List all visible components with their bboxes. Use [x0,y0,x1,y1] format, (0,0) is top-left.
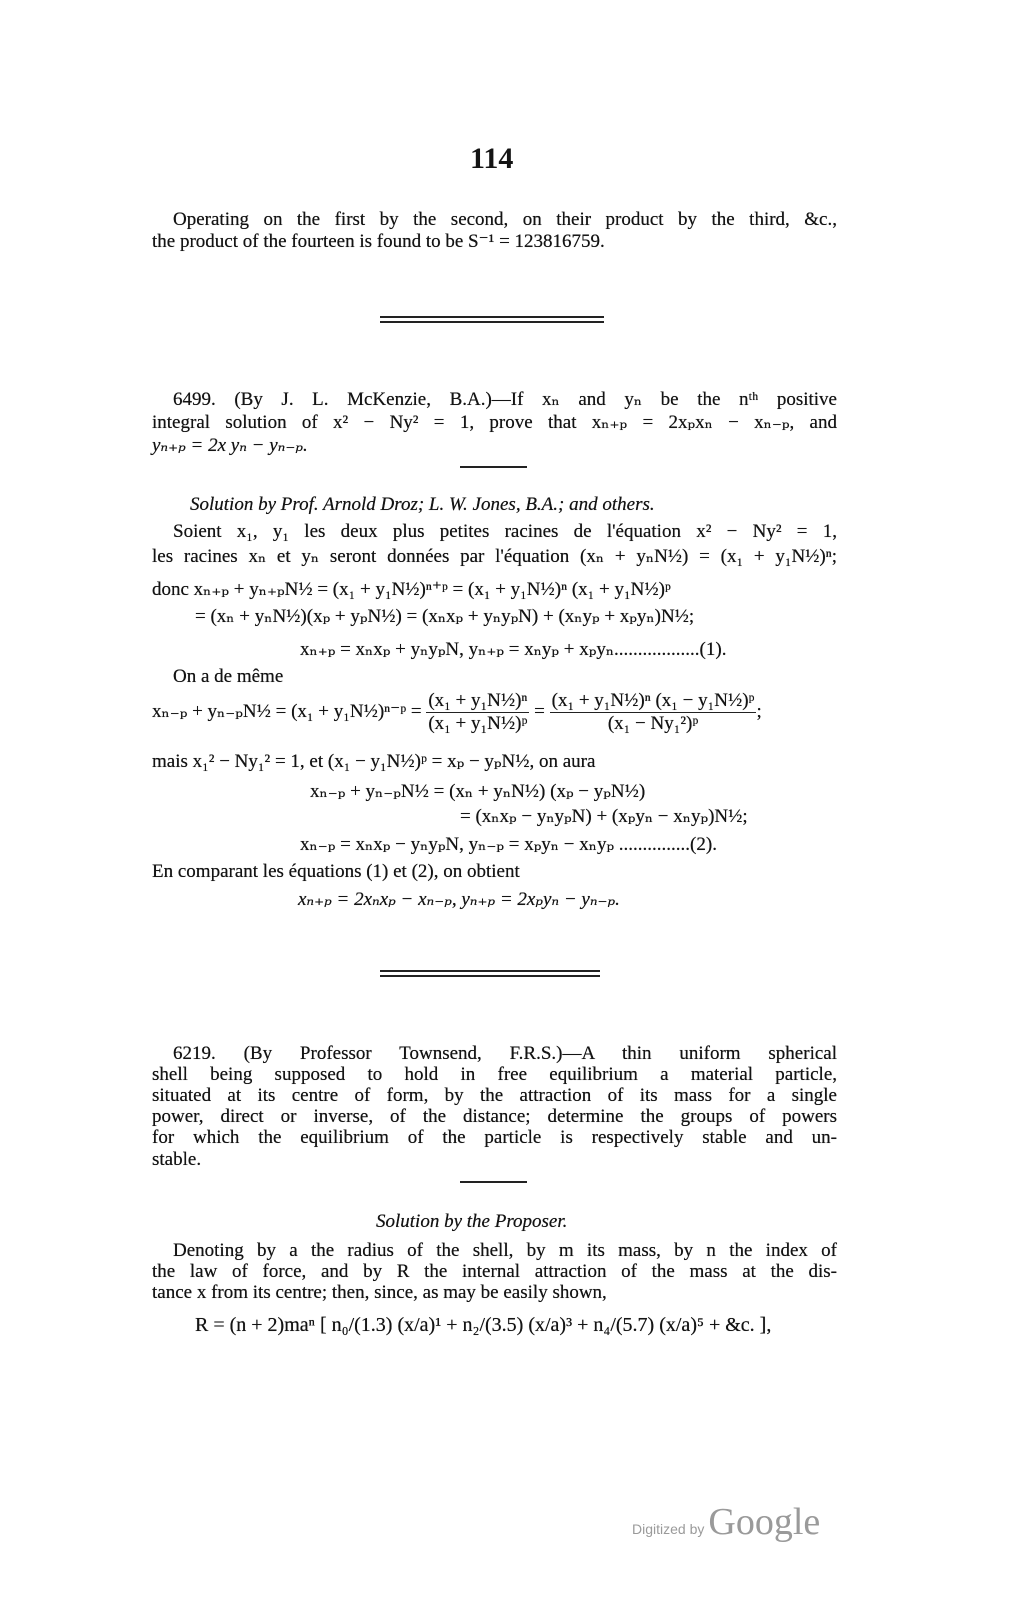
equation-line: = (xₙxₚ − yₙyₚN) + (xₚyₙ − xₙyₚ)N½; [460,806,748,827]
result-equation: xₙ₊ₚ = 2xₙxₚ − xₙ₋ₚ, yₙ₊ₚ = 2xₚyₙ − yₙ₋ₚ. [298,889,620,910]
section-divider [380,975,600,977]
question-6219-line: situated at its centre of form, by the attraction of its mass for a single [152,1085,837,1106]
digitized-by-google-watermark [632,1500,820,1544]
fraction-2 [550,690,757,735]
question-6219-line: 6219. (By Professor Townsend, F.R.S.)—A thin uniform spherical [173,1043,837,1064]
section-divider [380,970,600,972]
short-divider [460,1181,527,1183]
equation-line: xₙ₋ₚ + yₙ₋ₚN½ = (xₙ + yₙN½) (xₚ − yₚN½) [310,781,646,802]
equation-lhs: xₙ₋ₚ + yₙ₋ₚN½ = (x₁ + y₁N½)ⁿ⁻ᵖ = [152,700,422,722]
solution-line: Denoting by a the radius of the shell, by m its mass, by n the index of [173,1240,837,1261]
semicolon: ; [756,700,762,722]
question-6219-line: shell being supposed to hold in free equilibrium a material particle, [152,1064,837,1085]
intro-line-2: the product of the fourteen is found to be S⁻¹ = 123816759. [152,231,605,252]
question-6499-line: 6499. (By J. L. McKenzie, B.A.)—If xₙ and yₙ be the nᵗʰ positive [173,389,837,410]
question-6499-line: yₙ₊ₚ = 2x yₙ − yₙ₋ₚ. [152,435,308,456]
question-6219-line: power, direct or inverse, of the distance; determine the groups of powers [152,1106,837,1127]
section-divider [380,321,604,323]
fraction-denominator: (x₁ − Ny₁²)ᵖ [607,713,699,734]
watermark-brand: Google [708,1501,821,1543]
page-number: 114 [470,142,514,175]
solution-line: the law of force, and by R the internal attraction of the mass at the dis- [152,1261,837,1282]
question-6219-line: stable. [152,1149,202,1170]
short-divider [460,466,527,468]
solution-line: En comparant les équations (1) et (2), on obtient [152,861,520,882]
solution-line: tance x from its centre; then, since, as may be easily shown, [152,1282,607,1303]
series-formula: R = (n + 2)maⁿ [ n₀/(1.3) (x/a)¹ + n₂/(3.5) (x/a)³ + n₄/(5.7) (x/a)⁵ + &c. ], [195,1314,772,1336]
solution-heading: Solution by the Proposer. [376,1211,568,1232]
question-6219-line: for which the equilibrium of the particle is respectively stable and un- [152,1127,837,1148]
question-6499-line: integral solution of x² − Ny² = 1, prove that xₙ₊ₚ = 2xₚxₙ − xₙ₋ₚ, and [152,412,837,433]
equation-1: xₙ₊ₚ = xₙxₚ + yₙyₚN, yₙ₊ₚ = xₙyₚ + xₚyₙ..................(1). [300,639,727,660]
fraction-1 [426,690,529,735]
fraction-equation [152,690,762,735]
intro-line-1: Operating on the first by the second, on their product by the third, &c., [173,209,837,230]
solution-line: Soient x₁, y₁ les deux plus petites racines de l'équation x² − Ny² = 1, [173,521,837,542]
solution-line: mais x₁² − Ny₁² = 1, et (x₁ − y₁N½)ᵖ = xₚ − yₚN½, on aura [152,751,596,772]
equation-line: donc xₙ₊ₚ + yₙ₊ₚN½ = (x₁ + y₁N½)ⁿ⁺ᵖ = (x₁ + y₁N½)ⁿ (x₁ + y₁N½)ᵖ [152,579,671,600]
fraction-numerator: (x₁ + y₁N½)ⁿ (x₁ − y₁N½)ᵖ [551,690,755,711]
solution-line: On a de même [173,666,284,687]
fraction-denominator: (x₁ + y₁N½)ᵖ [428,713,528,734]
equation-line: = (xₙ + yₙN½)(xₚ + yₚN½) = (xₙxₚ + yₙyₚN) + (xₙyₚ + xₚyₙ)N½; [195,606,695,627]
watermark-prefix: Digitized by [632,1521,705,1537]
equation-2: xₙ₋ₚ = xₙxₚ − yₙyₚN, yₙ₋ₚ = xₚyₙ − xₙyₚ ...............(2). [300,834,717,855]
section-divider [380,316,604,318]
solution-heading: Solution by Prof. Arnold Droz; L. W. Jones, B.A.; and others. [190,494,655,515]
solution-line: les racines xₙ et yₙ seront données par l'équation (xₙ + yₙN½) = (x₁ + y₁N½)ⁿ; [152,546,837,567]
fraction-numerator: (x₁ + y₁N½)ⁿ [428,690,528,711]
equals-sign: = [534,700,545,722]
